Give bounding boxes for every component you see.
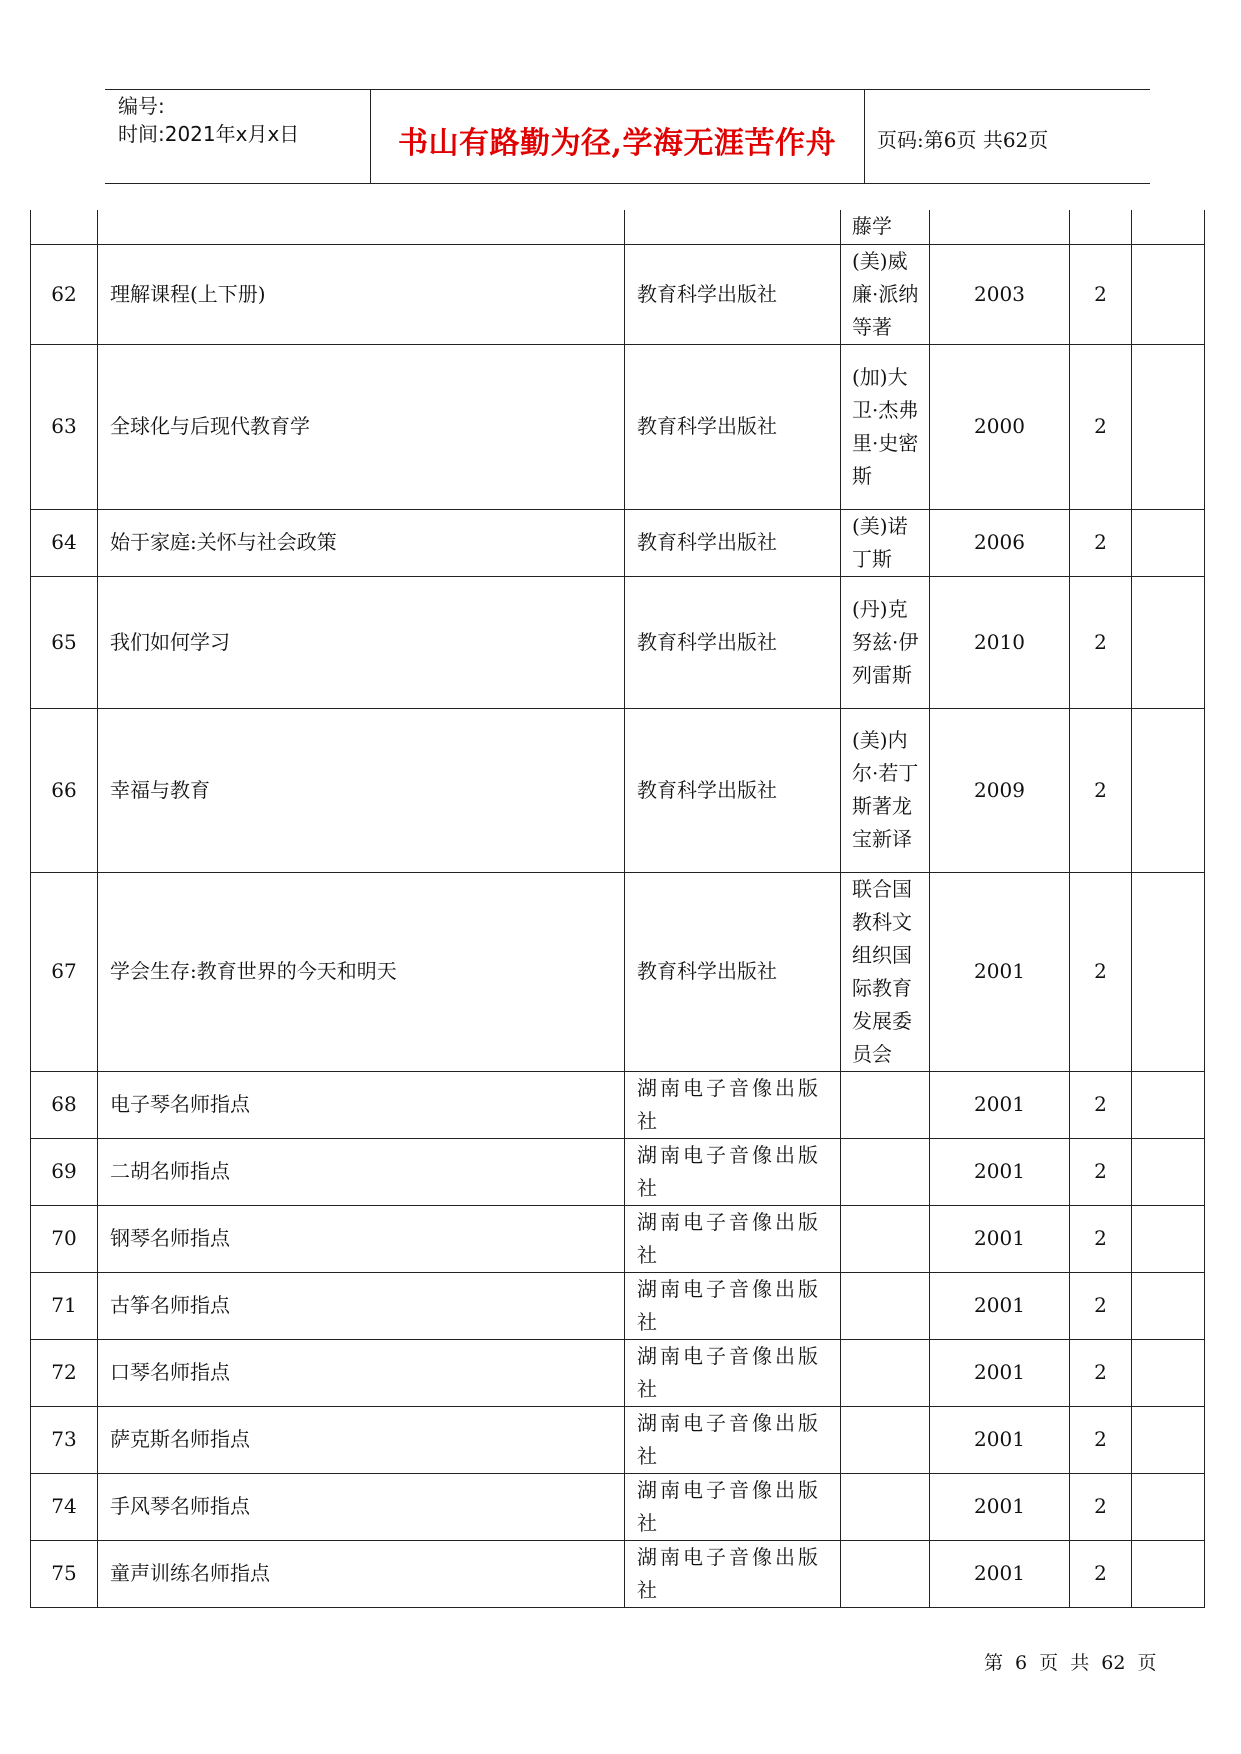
cell-number: 70 [31, 1205, 98, 1272]
cell-author: (美)内尔·若丁斯著龙宝新译 [841, 708, 930, 872]
cell-note [1132, 509, 1205, 576]
cell-quantity: 2 [1070, 1540, 1132, 1607]
cell-note [1132, 1272, 1205, 1339]
cell-number: 68 [31, 1071, 98, 1138]
cell-publisher: 湖南电子音像出版社 [625, 1540, 841, 1607]
table-row [31, 344, 1205, 509]
cell-publisher [625, 210, 841, 244]
cell-title: 手风琴名师指点 [98, 1473, 625, 1540]
table-row [31, 576, 1205, 708]
cell-title: 童声训练名师指点 [98, 1540, 625, 1607]
cell-number: 62 [31, 244, 98, 344]
header-divider-left [370, 90, 371, 183]
cell-quantity: 2 [1070, 1339, 1132, 1406]
cell-quantity [1070, 210, 1132, 244]
cell-author [841, 1205, 930, 1272]
table-row [31, 872, 1205, 1071]
cell-title: 钢琴名师指点 [98, 1205, 625, 1272]
cell-author: (美)威廉·派纳等著 [841, 244, 930, 344]
table-row [31, 1339, 1205, 1406]
cell-year: 2001 [930, 1272, 1070, 1339]
cell-title [98, 210, 625, 244]
cell-number: 74 [31, 1473, 98, 1540]
cell-note [1132, 1473, 1205, 1540]
table-row [31, 1138, 1205, 1205]
cell-quantity: 2 [1070, 509, 1132, 576]
cell-number [31, 210, 98, 244]
cell-year: 2003 [930, 244, 1070, 344]
cell-quantity: 2 [1070, 576, 1132, 708]
cell-publisher: 湖南电子音像出版社 [625, 1071, 841, 1138]
header-bottom-rule [105, 183, 1150, 184]
table-row [31, 1406, 1205, 1473]
cell-author [841, 1406, 930, 1473]
cell-author [841, 1071, 930, 1138]
cell-publisher: 教育科学出版社 [625, 344, 841, 509]
cell-author: (美)诺丁斯 [841, 509, 930, 576]
cell-note [1132, 210, 1205, 244]
cell-publisher: 教育科学出版社 [625, 509, 841, 576]
cell-quantity: 2 [1070, 1205, 1132, 1272]
table-row [31, 1540, 1205, 1607]
header-divider-right [864, 90, 865, 183]
cell-author: 联合国教科文组织国际教育发展委员会 [841, 872, 930, 1071]
cell-number: 75 [31, 1540, 98, 1607]
cell-note [1132, 872, 1205, 1071]
cell-note [1132, 1071, 1205, 1138]
cell-note [1132, 576, 1205, 708]
header-page-code: 页码:第6页 共62页 [877, 128, 1049, 152]
cell-quantity: 2 [1070, 244, 1132, 344]
cell-number: 69 [31, 1138, 98, 1205]
document-number-label: 编号: [118, 94, 165, 118]
cell-author: (丹)克努兹·伊列雷斯 [841, 576, 930, 708]
table-row [31, 1071, 1205, 1138]
cell-note [1132, 1205, 1205, 1272]
cell-publisher: 教育科学出版社 [625, 872, 841, 1071]
cell-author: (加)大卫·杰弗里·史密斯 [841, 344, 930, 509]
cell-title: 口琴名师指点 [98, 1339, 625, 1406]
cell-year: 2001 [930, 1339, 1070, 1406]
cell-quantity: 2 [1070, 344, 1132, 509]
cell-year: 2001 [930, 1473, 1070, 1540]
cell-author [841, 1473, 930, 1540]
cell-title: 古筝名师指点 [98, 1272, 625, 1339]
cell-year: 2001 [930, 1406, 1070, 1473]
cell-number: 67 [31, 872, 98, 1071]
table-row [31, 1272, 1205, 1339]
cell-note [1132, 244, 1205, 344]
cell-publisher: 教育科学出版社 [625, 244, 841, 344]
cell-publisher: 湖南电子音像出版社 [625, 1339, 841, 1406]
cell-number: 71 [31, 1272, 98, 1339]
cell-title: 我们如何学习 [98, 576, 625, 708]
cell-number: 63 [31, 344, 98, 509]
header-motto: 书山有路勤为径,学海无涯苦作舟 [398, 126, 836, 161]
cell-title: 幸福与教育 [98, 708, 625, 872]
cell-year: 2001 [930, 1138, 1070, 1205]
table-row [31, 708, 1205, 872]
header-meta [118, 92, 299, 148]
cell-year: 2000 [930, 344, 1070, 509]
cell-title: 电子琴名师指点 [98, 1071, 625, 1138]
cell-quantity: 2 [1070, 1138, 1132, 1205]
cell-author [841, 1272, 930, 1339]
cell-publisher: 湖南电子音像出版社 [625, 1138, 841, 1205]
document-time-label: 时间:2021年x月x日 [118, 122, 300, 146]
table-row [31, 1473, 1205, 1540]
cell-quantity: 2 [1070, 1272, 1132, 1339]
footer-page-number: 第 6 页 共 62 页 [984, 1652, 1157, 1674]
cell-number: 65 [31, 576, 98, 708]
cell-number: 64 [31, 509, 98, 576]
cell-quantity: 2 [1070, 1473, 1132, 1540]
cell-quantity: 2 [1070, 1406, 1132, 1473]
cell-title: 全球化与后现代教育学 [98, 344, 625, 509]
cell-publisher: 湖南电子音像出版社 [625, 1205, 841, 1272]
cell-author [841, 1339, 930, 1406]
cell-author [841, 1540, 930, 1607]
cell-note [1132, 1406, 1205, 1473]
cell-year [930, 210, 1070, 244]
cell-number: 66 [31, 708, 98, 872]
cell-author [841, 1138, 930, 1205]
cell-note [1132, 1339, 1205, 1406]
cell-publisher: 湖南电子音像出版社 [625, 1406, 841, 1473]
cell-year: 2001 [930, 1205, 1070, 1272]
cell-number: 72 [31, 1339, 98, 1406]
header-top-rule [105, 89, 1150, 90]
cell-publisher: 湖南电子音像出版社 [625, 1272, 841, 1339]
cell-title: 学会生存:教育世界的今天和明天 [98, 872, 625, 1071]
cell-note [1132, 1540, 1205, 1607]
cell-publisher: 教育科学出版社 [625, 576, 841, 708]
cell-number: 73 [31, 1406, 98, 1473]
cell-author: 藤学 [841, 210, 930, 244]
cell-title: 萨克斯名师指点 [98, 1406, 625, 1473]
cell-quantity: 2 [1070, 872, 1132, 1071]
cell-quantity: 2 [1070, 708, 1132, 872]
cell-note [1132, 344, 1205, 509]
cell-publisher: 湖南电子音像出版社 [625, 1473, 841, 1540]
cell-note [1132, 708, 1205, 872]
cell-year: 2010 [930, 576, 1070, 708]
cell-note [1132, 1138, 1205, 1205]
cell-quantity: 2 [1070, 1071, 1132, 1138]
table-row [31, 244, 1205, 344]
cell-publisher: 教育科学出版社 [625, 708, 841, 872]
cell-year: 2001 [930, 872, 1070, 1071]
table-row [31, 210, 1205, 244]
table-row [31, 509, 1205, 576]
cell-year: 2009 [930, 708, 1070, 872]
cell-year: 2006 [930, 509, 1070, 576]
cell-title: 理解课程(上下册) [98, 244, 625, 344]
book-list-table [30, 210, 1205, 1608]
cell-title: 二胡名师指点 [98, 1138, 625, 1205]
book-list-body [31, 210, 1205, 1607]
cell-title: 始于家庭:关怀与社会政策 [98, 509, 625, 576]
table-row [31, 1205, 1205, 1272]
cell-year: 2001 [930, 1071, 1070, 1138]
cell-year: 2001 [930, 1540, 1070, 1607]
